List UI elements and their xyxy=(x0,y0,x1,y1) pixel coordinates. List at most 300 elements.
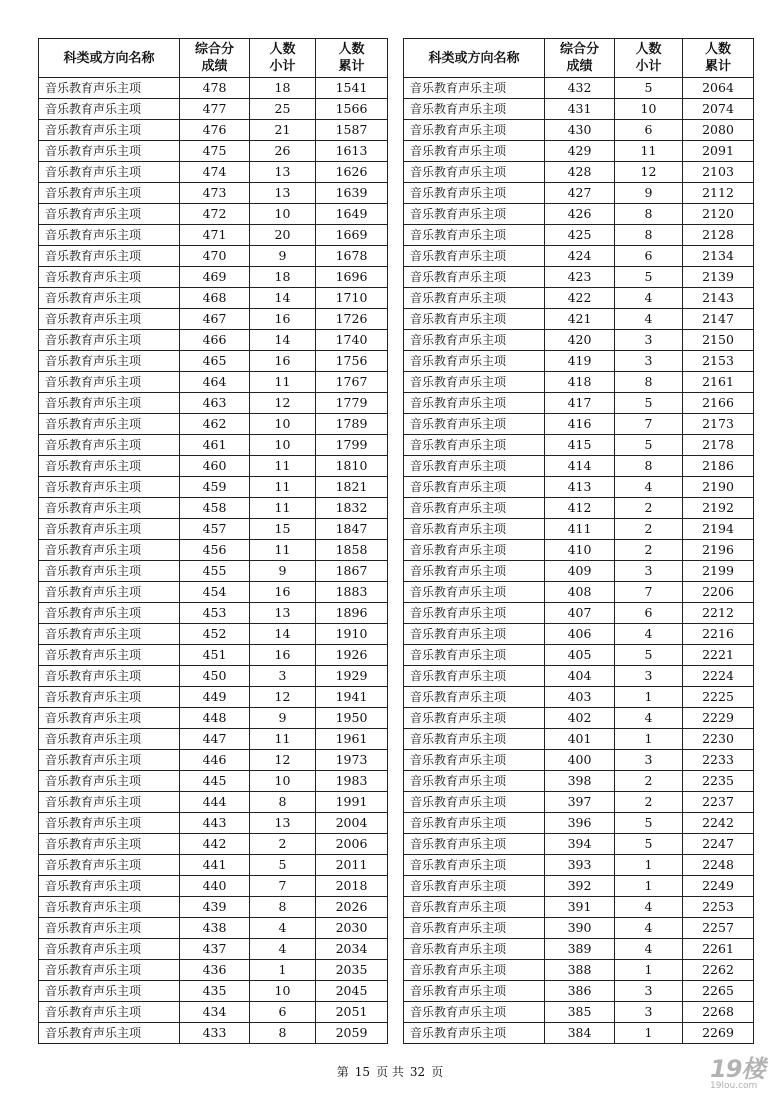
cell-cumulative: 2190 xyxy=(683,477,754,498)
cell-score: 405 xyxy=(545,645,615,666)
cell-score: 468 xyxy=(180,288,250,309)
table-row xyxy=(39,540,388,561)
cell-cumulative: 1587 xyxy=(316,120,388,141)
table-row xyxy=(404,666,754,687)
cell-score: 466 xyxy=(180,330,250,351)
cell-score: 403 xyxy=(545,687,615,708)
header-category: 科类或方向名称 xyxy=(404,39,545,78)
cell-cumulative: 2248 xyxy=(683,855,754,876)
cell-cumulative: 2166 xyxy=(683,393,754,414)
cell-cumulative: 2147 xyxy=(683,309,754,330)
cell-cumulative: 2253 xyxy=(683,897,754,918)
cell-count: 8 xyxy=(615,225,683,246)
cell-category: 音乐教育声乐主项 xyxy=(404,1002,545,1023)
table-row xyxy=(404,624,754,645)
cell-count: 5 xyxy=(250,855,316,876)
cell-count: 8 xyxy=(615,372,683,393)
cell-count: 10 xyxy=(250,435,316,456)
watermark-logo: 19楼 xyxy=(710,1055,765,1083)
cell-category: 音乐教育声乐主项 xyxy=(39,561,180,582)
cell-category: 音乐教育声乐主项 xyxy=(39,960,180,981)
cell-cumulative: 1910 xyxy=(316,624,388,645)
table-header-row xyxy=(39,39,388,78)
cell-score: 478 xyxy=(180,78,250,99)
cell-count: 10 xyxy=(250,981,316,1002)
cell-cumulative: 2265 xyxy=(683,981,754,1002)
table-row xyxy=(39,792,388,813)
table-row xyxy=(39,393,388,414)
cell-score: 388 xyxy=(545,960,615,981)
cell-category: 音乐教育声乐主项 xyxy=(404,120,545,141)
cell-cumulative: 2045 xyxy=(316,981,388,1002)
cell-count: 4 xyxy=(615,309,683,330)
cell-score: 450 xyxy=(180,666,250,687)
cell-count: 14 xyxy=(250,288,316,309)
table-row xyxy=(404,876,754,897)
cell-score: 391 xyxy=(545,897,615,918)
cell-score: 419 xyxy=(545,351,615,372)
cell-count: 8 xyxy=(250,897,316,918)
cell-category: 音乐教育声乐主项 xyxy=(404,456,545,477)
cell-cumulative: 2120 xyxy=(683,204,754,225)
cell-score: 409 xyxy=(545,561,615,582)
cell-category: 音乐教育声乐主项 xyxy=(39,99,180,120)
cell-count: 12 xyxy=(250,393,316,414)
cell-count: 4 xyxy=(615,477,683,498)
cell-cumulative: 1678 xyxy=(316,246,388,267)
cell-score: 475 xyxy=(180,141,250,162)
cell-count: 8 xyxy=(615,204,683,225)
table-row xyxy=(39,603,388,624)
cell-score: 413 xyxy=(545,477,615,498)
cell-count: 4 xyxy=(615,897,683,918)
cell-category: 音乐教育声乐主项 xyxy=(404,183,545,204)
cell-category: 音乐教育声乐主项 xyxy=(39,330,180,351)
table-row xyxy=(39,834,388,855)
cell-cumulative: 2153 xyxy=(683,351,754,372)
table-row xyxy=(404,78,754,99)
cell-count: 10 xyxy=(250,414,316,435)
cell-score: 458 xyxy=(180,498,250,519)
cell-category: 音乐教育声乐主项 xyxy=(39,351,180,372)
cell-cumulative: 1613 xyxy=(316,141,388,162)
cell-category: 音乐教育声乐主项 xyxy=(404,267,545,288)
table-row xyxy=(39,141,388,162)
cell-count: 16 xyxy=(250,582,316,603)
cell-category: 音乐教育声乐主项 xyxy=(39,666,180,687)
cell-count: 13 xyxy=(250,183,316,204)
cell-category: 音乐教育声乐主项 xyxy=(39,309,180,330)
cell-cumulative: 1541 xyxy=(316,78,388,99)
cell-score: 469 xyxy=(180,267,250,288)
cell-count: 11 xyxy=(250,372,316,393)
cell-cumulative: 2249 xyxy=(683,876,754,897)
table-row xyxy=(39,771,388,792)
table-row xyxy=(39,1002,388,1023)
cell-count: 2 xyxy=(615,540,683,561)
cell-score: 447 xyxy=(180,729,250,750)
cell-score: 408 xyxy=(545,582,615,603)
cell-category: 音乐教育声乐主项 xyxy=(404,246,545,267)
cell-score: 433 xyxy=(180,1023,250,1044)
cell-count: 11 xyxy=(250,477,316,498)
cell-category: 音乐教育声乐主项 xyxy=(39,288,180,309)
cell-count: 25 xyxy=(250,99,316,120)
cell-cumulative: 2206 xyxy=(683,582,754,603)
cell-cumulative: 2237 xyxy=(683,792,754,813)
cell-count: 5 xyxy=(615,813,683,834)
cell-cumulative: 2150 xyxy=(683,330,754,351)
cell-count: 1 xyxy=(615,960,683,981)
cell-cumulative: 1726 xyxy=(316,309,388,330)
cell-score: 460 xyxy=(180,456,250,477)
cell-cumulative: 2242 xyxy=(683,813,754,834)
cell-score: 474 xyxy=(180,162,250,183)
cell-cumulative: 2225 xyxy=(683,687,754,708)
cell-category: 音乐教育声乐主项 xyxy=(404,855,545,876)
score-table-left xyxy=(38,38,388,1044)
cell-category: 音乐教育声乐主项 xyxy=(404,624,545,645)
table-row xyxy=(404,456,754,477)
table-row xyxy=(404,582,754,603)
cell-cumulative: 2173 xyxy=(683,414,754,435)
cell-count: 7 xyxy=(615,414,683,435)
cell-cumulative: 2018 xyxy=(316,876,388,897)
cell-cumulative: 1810 xyxy=(316,456,388,477)
cell-cumulative: 2030 xyxy=(316,918,388,939)
table-row xyxy=(404,99,754,120)
table-row xyxy=(404,687,754,708)
cell-count: 9 xyxy=(615,183,683,204)
cell-cumulative: 2034 xyxy=(316,939,388,960)
cell-count: 3 xyxy=(615,981,683,1002)
table-row xyxy=(39,813,388,834)
cell-score: 418 xyxy=(545,372,615,393)
cell-cumulative: 2064 xyxy=(683,78,754,99)
cell-score: 422 xyxy=(545,288,615,309)
cell-category: 音乐教育声乐主项 xyxy=(404,645,545,666)
cell-score: 407 xyxy=(545,603,615,624)
cell-category: 音乐教育声乐主项 xyxy=(404,876,545,897)
table-row xyxy=(39,225,388,246)
table-row xyxy=(39,666,388,687)
cell-count: 1 xyxy=(615,1023,683,1044)
cell-category: 音乐教育声乐主项 xyxy=(404,708,545,729)
cell-count: 9 xyxy=(250,708,316,729)
cell-count: 10 xyxy=(250,771,316,792)
cell-cumulative: 1626 xyxy=(316,162,388,183)
cell-category: 音乐教育声乐主项 xyxy=(39,246,180,267)
cell-cumulative: 2233 xyxy=(683,750,754,771)
cell-score: 396 xyxy=(545,813,615,834)
cell-cumulative: 2262 xyxy=(683,960,754,981)
cell-count: 4 xyxy=(615,624,683,645)
cell-cumulative: 1740 xyxy=(316,330,388,351)
table-row xyxy=(404,120,754,141)
cell-score: 384 xyxy=(545,1023,615,1044)
cell-score: 393 xyxy=(545,855,615,876)
cell-count: 18 xyxy=(250,267,316,288)
cell-count: 6 xyxy=(615,603,683,624)
cell-count: 4 xyxy=(615,288,683,309)
cell-cumulative: 1847 xyxy=(316,519,388,540)
cell-cumulative: 2199 xyxy=(683,561,754,582)
table-row xyxy=(404,1002,754,1023)
table-row xyxy=(39,309,388,330)
cell-category: 音乐教育声乐主项 xyxy=(404,729,545,750)
cell-count: 1 xyxy=(250,960,316,981)
cell-score: 401 xyxy=(545,729,615,750)
cell-category: 音乐教育声乐主项 xyxy=(404,204,545,225)
table-row xyxy=(404,813,754,834)
cell-category: 音乐教育声乐主项 xyxy=(39,645,180,666)
table-row xyxy=(404,162,754,183)
cell-score: 398 xyxy=(545,771,615,792)
cell-cumulative: 2161 xyxy=(683,372,754,393)
cell-category: 音乐教育声乐主项 xyxy=(39,162,180,183)
cell-score: 421 xyxy=(545,309,615,330)
cell-count: 2 xyxy=(615,498,683,519)
cell-count: 5 xyxy=(615,267,683,288)
cell-cumulative: 2143 xyxy=(683,288,754,309)
cell-category: 音乐教育声乐主项 xyxy=(39,414,180,435)
cell-category: 音乐教育声乐主项 xyxy=(39,855,180,876)
table-row xyxy=(404,729,754,750)
cell-category: 音乐教育声乐主项 xyxy=(39,729,180,750)
cell-score: 400 xyxy=(545,750,615,771)
cell-score: 437 xyxy=(180,939,250,960)
cell-score: 415 xyxy=(545,435,615,456)
cell-cumulative: 1710 xyxy=(316,288,388,309)
table-row xyxy=(39,372,388,393)
cell-count: 11 xyxy=(250,729,316,750)
site-watermark xyxy=(710,1057,772,1091)
table-row xyxy=(39,918,388,939)
cell-score: 416 xyxy=(545,414,615,435)
cell-category: 音乐教育声乐主项 xyxy=(404,309,545,330)
cell-count: 9 xyxy=(250,561,316,582)
cell-count: 16 xyxy=(250,309,316,330)
header-score: 综合分 成绩 xyxy=(545,39,615,78)
cell-count: 10 xyxy=(250,204,316,225)
cell-count: 6 xyxy=(250,1002,316,1023)
cell-cumulative: 2194 xyxy=(683,519,754,540)
cell-category: 音乐教育声乐主项 xyxy=(404,519,545,540)
table-row xyxy=(39,99,388,120)
cell-category: 音乐教育声乐主项 xyxy=(404,939,545,960)
cell-cumulative: 2235 xyxy=(683,771,754,792)
table-row xyxy=(404,540,754,561)
cell-count: 9 xyxy=(250,246,316,267)
cell-category: 音乐教育声乐主项 xyxy=(39,939,180,960)
cell-category: 音乐教育声乐主项 xyxy=(39,78,180,99)
cell-count: 2 xyxy=(615,771,683,792)
cell-count: 3 xyxy=(615,750,683,771)
table-row xyxy=(39,456,388,477)
cell-cumulative: 2261 xyxy=(683,939,754,960)
cell-count: 26 xyxy=(250,141,316,162)
cell-count: 1 xyxy=(615,876,683,897)
cell-score: 427 xyxy=(545,183,615,204)
cell-score: 461 xyxy=(180,435,250,456)
cell-category: 音乐教育声乐主项 xyxy=(39,708,180,729)
cell-category: 音乐教育声乐主项 xyxy=(39,120,180,141)
cell-score: 470 xyxy=(180,246,250,267)
table-row xyxy=(39,498,388,519)
cell-score: 472 xyxy=(180,204,250,225)
header-score: 综合分 成绩 xyxy=(180,39,250,78)
cell-count: 3 xyxy=(615,351,683,372)
cell-category: 音乐教育声乐主项 xyxy=(39,771,180,792)
cell-category: 音乐教育声乐主项 xyxy=(404,960,545,981)
cell-cumulative: 1696 xyxy=(316,267,388,288)
table-row xyxy=(39,750,388,771)
cell-score: 389 xyxy=(545,939,615,960)
cell-count: 6 xyxy=(615,246,683,267)
table-row xyxy=(39,183,388,204)
table-row xyxy=(404,918,754,939)
cell-cumulative: 2196 xyxy=(683,540,754,561)
table-row xyxy=(404,561,754,582)
footer-suffix: 页 xyxy=(431,1065,444,1079)
cell-cumulative: 2230 xyxy=(683,729,754,750)
cell-cumulative: 1991 xyxy=(316,792,388,813)
footer-mid: 页 共 xyxy=(376,1065,404,1079)
cell-count: 13 xyxy=(250,813,316,834)
cell-cumulative: 1566 xyxy=(316,99,388,120)
cell-score: 431 xyxy=(545,99,615,120)
cell-count: 21 xyxy=(250,120,316,141)
cell-category: 音乐教育声乐主项 xyxy=(404,351,545,372)
cell-score: 443 xyxy=(180,813,250,834)
cell-category: 音乐教育声乐主项 xyxy=(39,981,180,1002)
table-row xyxy=(404,498,754,519)
table-row xyxy=(404,372,754,393)
table-row xyxy=(404,792,754,813)
cell-score: 435 xyxy=(180,981,250,1002)
table-row xyxy=(39,267,388,288)
cell-score: 473 xyxy=(180,183,250,204)
footer-total-pages: 32 xyxy=(409,1065,426,1079)
cell-count: 3 xyxy=(615,561,683,582)
cell-cumulative: 1639 xyxy=(316,183,388,204)
cell-count: 4 xyxy=(615,918,683,939)
cell-cumulative: 1941 xyxy=(316,687,388,708)
cell-cumulative: 2134 xyxy=(683,246,754,267)
cell-category: 音乐教育声乐主项 xyxy=(404,897,545,918)
cell-category: 音乐教育声乐主项 xyxy=(39,393,180,414)
cell-category: 音乐教育声乐主项 xyxy=(39,603,180,624)
cell-category: 音乐教育声乐主项 xyxy=(404,771,545,792)
table-row xyxy=(39,981,388,1002)
cell-category: 音乐教育声乐主项 xyxy=(404,498,545,519)
cell-count: 8 xyxy=(615,456,683,477)
cell-category: 音乐教育声乐主项 xyxy=(404,666,545,687)
cell-score: 385 xyxy=(545,1002,615,1023)
cell-score: 459 xyxy=(180,477,250,498)
table-row xyxy=(404,288,754,309)
header-count: 人数 小计 xyxy=(615,39,683,78)
cell-category: 音乐教育声乐主项 xyxy=(404,78,545,99)
cell-cumulative: 2103 xyxy=(683,162,754,183)
cell-count: 1 xyxy=(615,855,683,876)
table-row xyxy=(39,330,388,351)
table-row xyxy=(404,141,754,162)
header-count: 人数 小计 xyxy=(250,39,316,78)
cell-score: 456 xyxy=(180,540,250,561)
cell-cumulative: 2224 xyxy=(683,666,754,687)
cell-count: 18 xyxy=(250,78,316,99)
cell-category: 音乐教育声乐主项 xyxy=(404,477,545,498)
cell-count: 15 xyxy=(250,519,316,540)
cell-score: 441 xyxy=(180,855,250,876)
table-row xyxy=(39,351,388,372)
table-row xyxy=(39,708,388,729)
cell-category: 音乐教育声乐主项 xyxy=(39,225,180,246)
cell-cumulative: 1799 xyxy=(316,435,388,456)
table-row xyxy=(39,561,388,582)
cell-score: 436 xyxy=(180,960,250,981)
cell-cumulative: 2257 xyxy=(683,918,754,939)
cell-category: 音乐教育声乐主项 xyxy=(404,162,545,183)
cell-cumulative: 2186 xyxy=(683,456,754,477)
cell-count: 7 xyxy=(615,582,683,603)
cell-cumulative: 1669 xyxy=(316,225,388,246)
cell-count: 11 xyxy=(250,498,316,519)
table-row xyxy=(39,288,388,309)
cell-cumulative: 1983 xyxy=(316,771,388,792)
cell-count: 5 xyxy=(615,435,683,456)
table-row xyxy=(404,1023,754,1044)
table-row xyxy=(404,771,754,792)
cell-cumulative: 1973 xyxy=(316,750,388,771)
cell-score: 386 xyxy=(545,981,615,1002)
table-row xyxy=(39,624,388,645)
watermark-domain: 19lou.com xyxy=(710,1081,758,1091)
cell-score: 440 xyxy=(180,876,250,897)
header-cumulative: 人数 累计 xyxy=(683,39,754,78)
table-row xyxy=(404,225,754,246)
cell-category: 音乐教育声乐主项 xyxy=(39,792,180,813)
table-row xyxy=(404,435,754,456)
table-row xyxy=(404,330,754,351)
cell-category: 音乐教育声乐主项 xyxy=(404,435,545,456)
table-row xyxy=(39,855,388,876)
cell-count: 6 xyxy=(615,120,683,141)
cell-count: 4 xyxy=(250,918,316,939)
cell-score: 448 xyxy=(180,708,250,729)
cell-category: 音乐教育声乐主项 xyxy=(39,372,180,393)
cell-count: 13 xyxy=(250,162,316,183)
table-row xyxy=(39,435,388,456)
cell-cumulative: 1950 xyxy=(316,708,388,729)
cell-category: 音乐教育声乐主项 xyxy=(404,1023,545,1044)
table-row xyxy=(39,78,388,99)
cell-cumulative: 2229 xyxy=(683,708,754,729)
cell-cumulative: 1858 xyxy=(316,540,388,561)
table-row xyxy=(39,414,388,435)
table-row xyxy=(39,162,388,183)
cell-count: 5 xyxy=(615,78,683,99)
cell-cumulative: 2269 xyxy=(683,1023,754,1044)
cell-score: 425 xyxy=(545,225,615,246)
table-row xyxy=(39,960,388,981)
cell-category: 音乐教育声乐主项 xyxy=(404,981,545,1002)
cell-count: 12 xyxy=(250,750,316,771)
table-row xyxy=(404,897,754,918)
cell-category: 音乐教育声乐主项 xyxy=(39,582,180,603)
cell-score: 429 xyxy=(545,141,615,162)
